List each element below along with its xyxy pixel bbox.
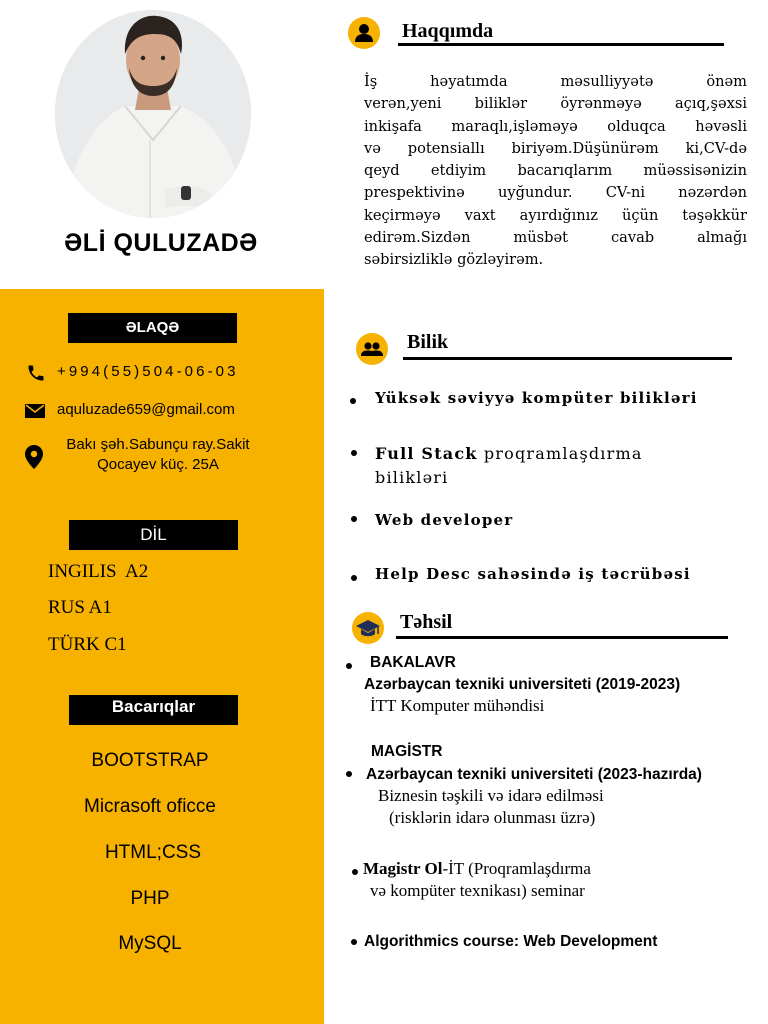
bullet-icon [351,939,357,945]
about-line: verən,yeni biliklər öyrənməyə açıq,şəxsi [364,95,747,113]
about-line: keçirməyə vaxt ayırdığınız üçün təşəkkür [364,206,747,224]
bullet-icon [352,869,358,875]
edu-master-university: Azərbaycan texniki universiteti (2023-hazırda) [366,766,702,783]
language-item: INGILIS A2 [48,561,149,582]
language-item: RUS A1 [48,597,112,618]
edu-seminar-line2: və kompüter texnikası) seminar [370,881,585,900]
bullet-icon [351,575,357,581]
knowledge-underline [403,357,732,360]
edu-master-major-note: (risklərin idarə olunması üzrə) [389,808,596,827]
education-title: Təhsil [400,611,453,633]
about-title: Haqqımda [402,20,494,42]
edu-master-label: MAGİSTR [371,743,443,760]
knowledge-item-bold: Full Stack [375,444,478,463]
phone-icon [26,363,46,383]
about-line: prespektivinə uyğundur. CV-ni nəzərdən [364,184,747,202]
language-heading: DİL [69,520,238,550]
skill-item: BOOTSTRAP [91,750,209,771]
edu-bachelor-major: İTT Komputer mühəndisi [370,696,545,715]
knowledge-item: Web developer [375,511,514,529]
about-line: və potensiallı biriyəm.Düşünürəm ki,CV-də [364,139,747,157]
group-icon [356,333,388,365]
about-line: qeyd etdiyim bacarıqlarım müəssisənizin [364,162,747,180]
person-icon [348,17,380,49]
contact-heading: ƏLAQƏ [68,313,237,343]
contact-email: aquluzade659@gmail.com [57,401,235,418]
bullet-icon [351,516,357,522]
location-icon [25,445,43,469]
profile-name: ƏLİ QULUZADƏ [64,229,258,257]
about-text [364,71,747,272]
skill-item: MySQL [118,933,182,954]
edu-bachelor-university: Azərbaycan texniki universiteti (2019-2023) [364,676,681,693]
edu-master-major: Biznesin təşkili və idarə edilməsi [378,786,604,805]
contact-phone: +994(55)504-06-03 [57,363,239,380]
skills-heading: Bacarıqlar [69,695,238,725]
edu-seminar [363,859,591,879]
knowledge-item: Yüksək səviyyə kompüter bilikləri [375,389,698,407]
education-underline [396,636,728,639]
left-panel [0,289,324,1024]
bullet-icon [350,398,356,404]
address-line-2: Qocayev küç. 25A [97,456,219,473]
graduation-cap-icon [352,612,384,644]
address-line-1: Bakı şəh.Sabunçu ray.Sakit [66,436,250,453]
about-line: inkişafa maraqlı,işləməyə olduqca həvəsli [364,117,747,135]
about-underline [398,43,724,46]
knowledge-title: Bilik [407,331,449,353]
about-line: edirəm.Sizdən müsbət cavab almağı [364,229,747,247]
profile-photo [55,10,251,218]
edu-seminar-rest: -İT (Proqramlaşdırma [442,859,591,878]
knowledge-item [375,444,643,463]
edu-bachelor-label: BAKALAVR [370,654,456,671]
knowledge-item-line2: bilikləri [375,468,449,487]
bullet-icon [346,771,352,777]
language-item: TÜRK C1 [48,634,127,655]
edu-course: Algorithmics course: Web Development [364,933,658,950]
knowledge-item: Help Desc sahəsində iş təcrübəsi [375,565,691,583]
bullet-icon [346,663,352,669]
about-line: səbirsizliklə gözləyirəm. [364,251,544,269]
skill-item: Micrasoft oficce [84,796,216,817]
skill-item: HTML;CSS [104,842,202,863]
email-icon [25,404,45,418]
contact-address [52,435,264,475]
about-line: İş həyatımda məsulliyyətə önəm [364,73,747,90]
knowledge-item-rest: proqramlaşdırma [477,444,643,463]
skill-item: PHP [130,888,170,909]
edu-seminar-bold: Magistr Ol [363,859,443,878]
bullet-icon [351,450,357,456]
